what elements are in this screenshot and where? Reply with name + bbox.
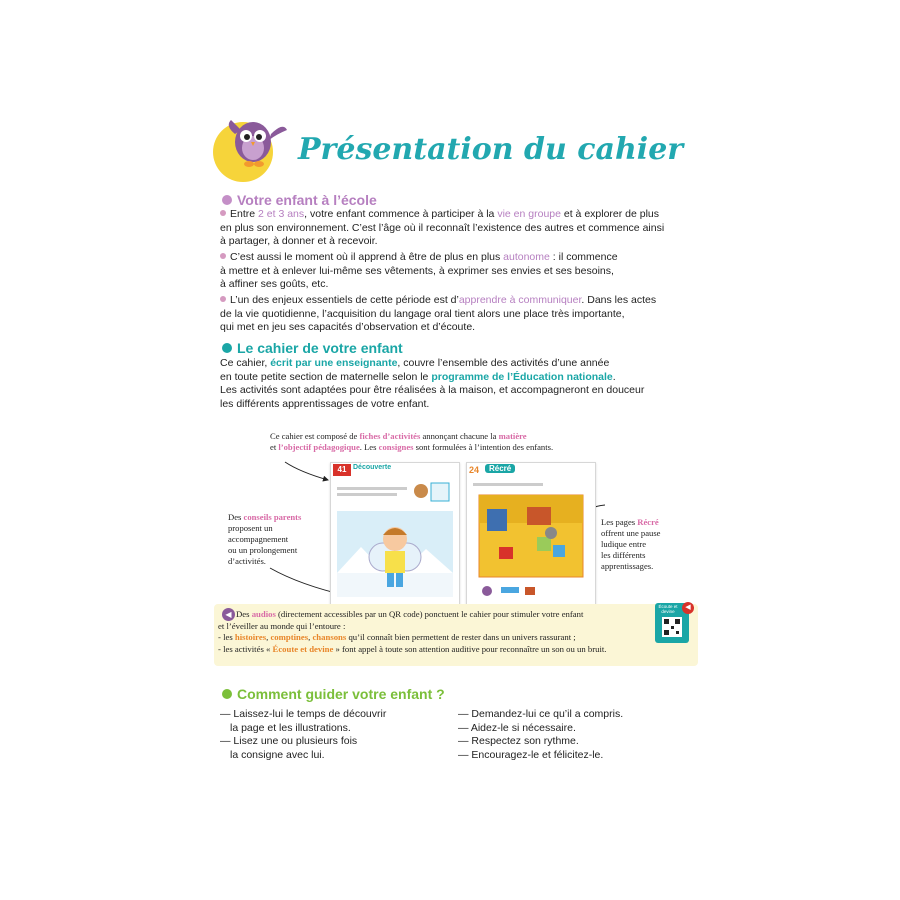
qr-code-icon [662,617,682,637]
paragraph-communication: L’un des enjeux essentiels de cette période est d’apprendre à communiquer. Dans les actes de la vie quotidienne, l’acquisition du langage oral tient alors une place très importante, qui met en jeu ses capacités d’observation et d’écoute. [220,294,657,333]
guide-list-right: — Demandez-lui ce qu’il a compris. — Aidez-le si nécessaire. — Respectez son rythme. — Encouragez-le et félicitez-le. [458,708,624,761]
bullet-icon [222,689,232,699]
speaker-icon: ◀ [222,608,235,621]
section-heading-school: Votre enfant à l’école [222,192,377,208]
note-activity-sheets: Ce cahier est composé de fiches d’activités annonçant chacune la matière et l’objectif pédagogique. Les consignes sont formulées à l’intention des enfants. [270,431,554,452]
audio-paragraph: Des audios (directement accessibles par un QR code) ponctuent le cahier pour stimuler votre enfant et l’éveiller au monde qui l’entoure : - les histoires, comptines, chansons qu’il connaît bien permettent de rester dans un univers rassurant ; - les activités « Écoute et devine » font appel à toute son attention auditive pour reconnaître un son ou un bruit. [218,609,607,654]
note-parent-advice: Des conseils parents proposent un accompagnement ou un prolongement d’activités. [228,512,302,566]
page-tag: Récré [485,464,515,473]
speaker-icon: ◀ [682,602,694,614]
playroom-illustration [467,479,595,605]
page-number-badge: 41 [333,464,351,476]
section-heading-workbook: Le cahier de votre enfant [222,340,403,356]
paragraph-group-life: Entre 2 et 3 ans, votre enfant commence à participer à la vie en groupe et à explorer de plus en plus son environnement. C’est l’âge où il reconnaît l’existence des autres et commence ainsi à partager, à donner et à recevoir. [220,208,665,247]
page-tag: Découverte [353,464,392,471]
paragraph-workbook: Ce cahier, écrit par une enseignante, couvre l’ensemble des activités d’une année en toute petite section de maternelle selon le programme de l’Éducation nationale. Les activités sont adaptées pour être réalisées à la maison, et accompagneront en douceur les différents apprentissages de votre enfant. [220,357,645,410]
child-winter-illustration [331,477,459,605]
section-heading-guide: Comment guider votre enfant ? [222,686,445,702]
qr-code-badge [655,603,689,643]
guide-list-left: — Laissez-lui le temps de découvrir la page et les illustrations. — Lisez une ou plusieurs fois la consigne avec lui. [220,708,387,761]
page-title: Présentation du cahier [298,132,684,167]
page-number-badge: 24 [469,465,480,475]
qr-label: Écoute et devine [658,604,678,614]
thumbnail-recre-page [466,462,596,606]
paragraph-autonomy: C’est aussi le moment où il apprend à être de plus en plus autonome : il commence à mettre et à enlever lui-même ses vêtements, à exprimer ses envies et ses besoins, à affiner ses goûts, etc. [220,251,618,290]
note-recre-pages: Les pages Récré offrent une pause ludique entre les différents apprentissages. [601,517,661,571]
thumbnail-discovery-page [330,462,460,606]
